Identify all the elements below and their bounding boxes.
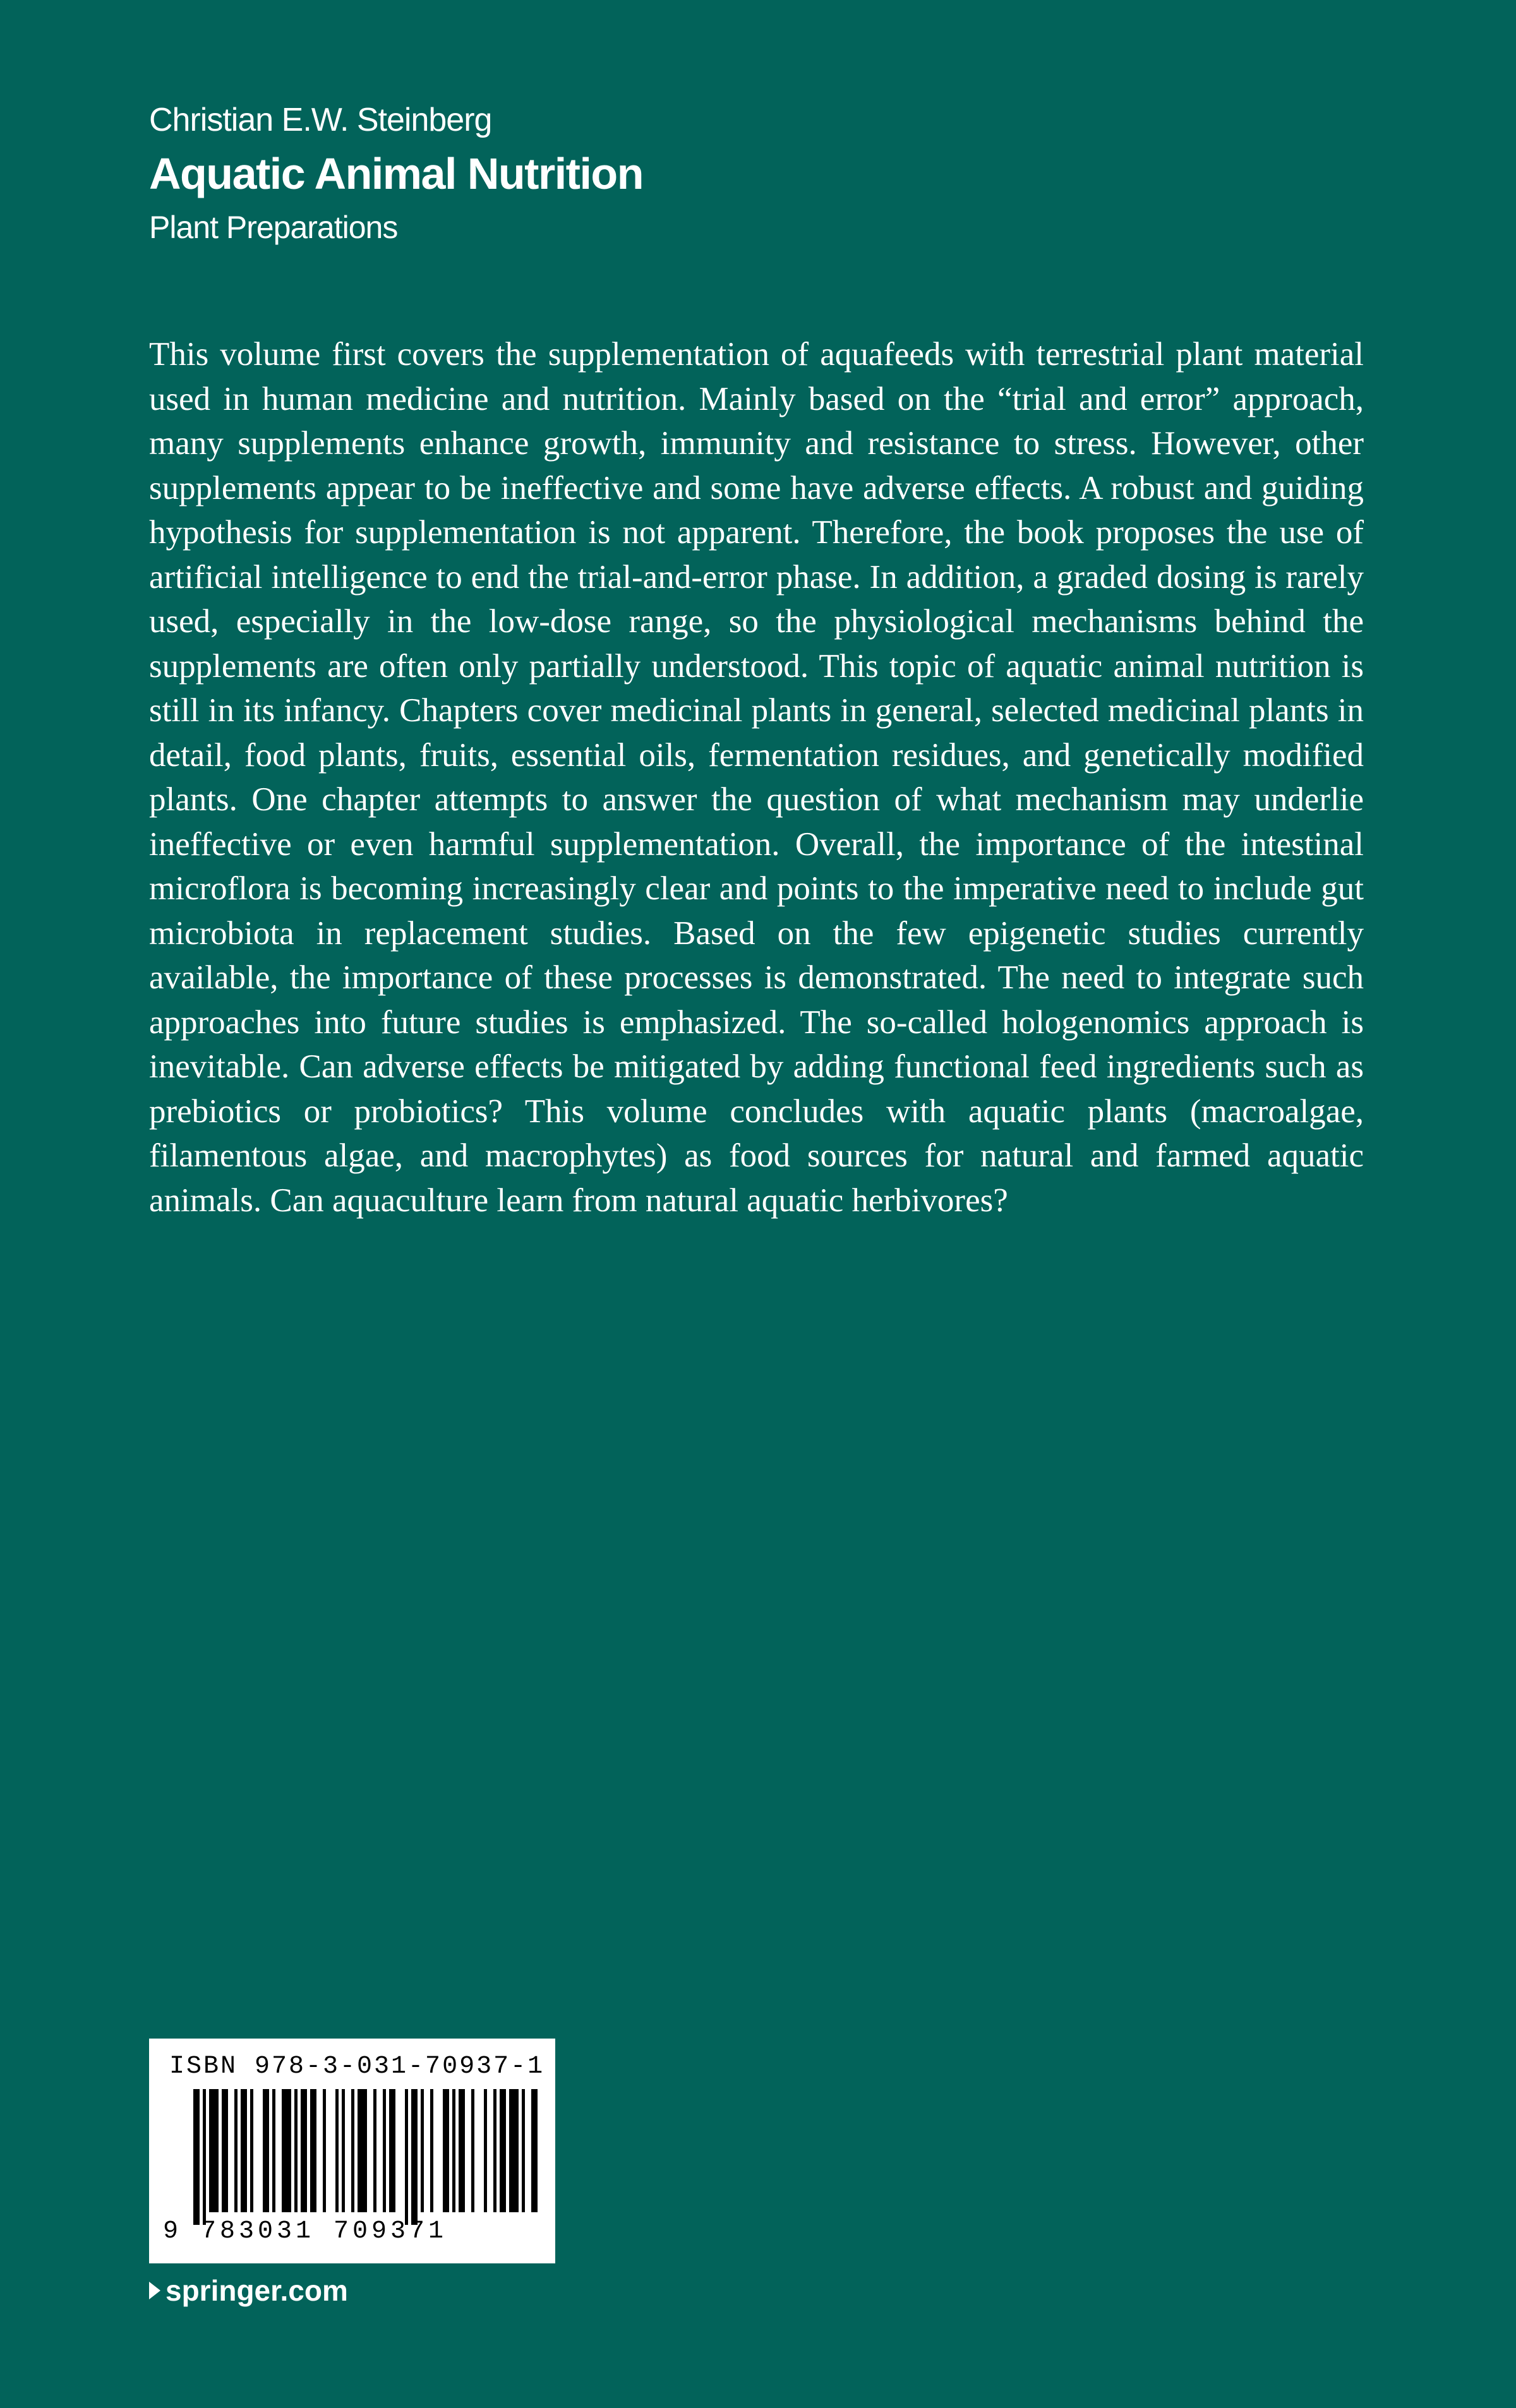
barcode-digits: 9 783031 709371 — [163, 2217, 448, 2246]
barcode-bar — [335, 2089, 339, 2212]
barcode-bar — [301, 2089, 307, 2212]
barcode-bar — [509, 2089, 519, 2212]
barcode-bar — [342, 2089, 345, 2212]
book-title: Aquatic Animal Nutrition — [149, 149, 643, 198]
barcode-bar — [282, 2089, 291, 2212]
barcode-bar — [484, 2089, 487, 2212]
publisher-site[interactable]: springer.com — [165, 2274, 348, 2307]
publisher-link[interactable] — [149, 2273, 348, 2308]
arrow-right-icon — [149, 2282, 160, 2299]
barcode-bar — [500, 2089, 506, 2212]
barcode-bar — [405, 2089, 408, 2225]
barcode-bar — [222, 2089, 228, 2212]
barcode-bar — [443, 2089, 449, 2212]
barcode-bar — [383, 2089, 386, 2212]
barcode-bar — [421, 2089, 424, 2212]
barcode-bar — [411, 2089, 418, 2225]
author-name: Christian E.W. Steinberg — [149, 102, 492, 138]
barcode-bar — [263, 2089, 269, 2212]
barcode-bar — [310, 2089, 316, 2212]
book-description: This volume first covers the supplementation of aquafeeds with terrestrial plant material used in human medicine and nutrition. Mainly based on the “trial and error” approach, many supplements enhance growth, immunity and resistance to stress. However, other supplements appear to be ineffective and some have adverse effects. A robust and guiding hypothesis for supplementation is not apparent. Therefore, the book proposes the use of artificial intelligence to end the trial-and-error phase. In addition, a graded dosing is rarely used, especially in the low-dose range, so the physiological mechanisms behind the supplements are often only partially understood. This topic of aquatic animal nutrition is still in its infancy. Chapters cover medicinal plants in general, selected medicinal plants in detail, food plants, fruits, essential oils, fermentation residues, and genetically modified plants. One chapter attempts to answer the question of what mechanism may underlie ineffective or even harmful supplementation. Overall, the importance of the intestinal microflora is becoming increasingly clear and points to the imperative need to include gut microbiota in replacement studies. Based on the few epigenetic studies currently available, the importance of these processes is demonstrated. The need to integrate such approaches into future studies is emphasized. The so-called hologenomics approach is inevitable. Can adverse effects be mitigated by adding functional feed ingredients such as prebiotics or probiotics? This volume concludes with aquatic plants (macroalgae, filamentous algae, and macrophytes) as food sources for natural and farmed aquatic animals. Can aquaculture learn from natural aquatic herbivores? — [149, 336, 1364, 1219]
barcode-bar — [241, 2089, 247, 2212]
barcode-bar — [430, 2089, 433, 2212]
barcode-bar — [203, 2089, 206, 2225]
barcode-bar — [531, 2089, 538, 2212]
barcode-bar — [373, 2089, 376, 2212]
barcode-bar — [209, 2089, 219, 2212]
barcode-bar — [234, 2089, 238, 2212]
book-subtitle: Plant Preparations — [149, 210, 398, 245]
barcode-bar — [294, 2089, 298, 2212]
barcode-bar — [250, 2089, 253, 2212]
barcode-bar — [389, 2089, 395, 2212]
barcode-bar — [493, 2089, 496, 2212]
barcode-bar — [459, 2089, 465, 2212]
barcode-bar — [272, 2089, 275, 2212]
cover-header — [149, 95, 643, 253]
barcode-bar — [471, 2089, 474, 2212]
barcode-bar — [193, 2089, 200, 2225]
isbn-barcode — [149, 2039, 555, 2263]
barcode-bar — [351, 2089, 354, 2212]
barcode-bar — [522, 2089, 525, 2212]
barcode-bar — [323, 2089, 326, 2212]
isbn-label: ISBN 978-3-031-70937-1 — [169, 2052, 545, 2081]
barcode-bar — [452, 2089, 455, 2212]
barcode-bar — [358, 2089, 367, 2212]
